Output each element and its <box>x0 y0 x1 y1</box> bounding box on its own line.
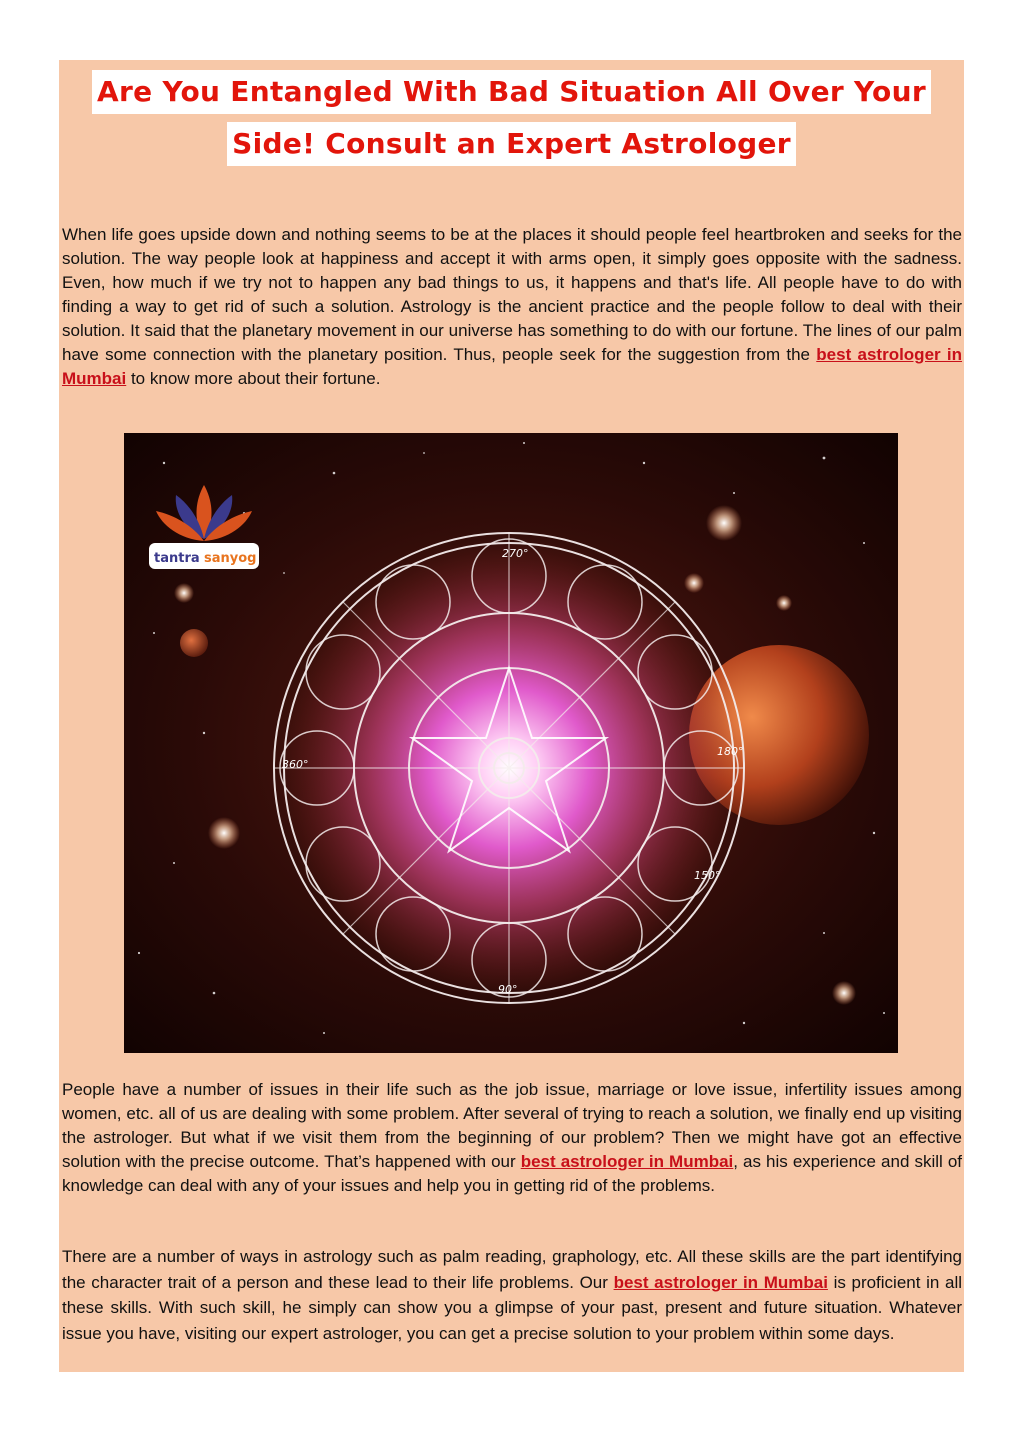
paragraph-intro <box>62 223 962 391</box>
paragraph-text: , as his experience and skill of knowledge can deal with any of your issues and help you in getting rid of the problems. <box>62 1152 962 1195</box>
paragraph-text: When life goes upside down and nothing seems to be at the places it should people feel heartbroken and seeks for the solution. The way people look at happiness and accept it with arms open, it simply goes opposite with the sadness. Even, how much if we try not to happen any bad things to us, it happens and that's life. All people have to do with finding a way to get rid of such a solution. Astrology is the ancient practice and the people follow to deal with their solution. It said that the planetary movement in our universe has something to do with our fortune. The lines of our palm have some connection with the planetary position. Thus, people seek for the suggestion from the <box>62 225 962 364</box>
title-line-2: Side! Consult an Expert Astrologer <box>227 122 796 166</box>
page-title <box>59 66 964 170</box>
astrologer-link[interactable]: best astrologer in Mumbai <box>613 1272 828 1292</box>
zodiac-wheel-image <box>124 433 898 1053</box>
degree-label: 150° <box>694 869 721 882</box>
paragraph-text: People have a number of issues in their life such as the job issue, marriage or love issue, infertility issues among women, etc. all of us are dealing with some problem. After several of trying to reach a solution, we finally end up visiting the astrologer. But what if we visit them from the beginning of our problem? Then we might have got an effective solution with the precise outcome. That’s happened with our <box>62 1080 962 1171</box>
astrologer-link[interactable]: best astrologer in Mumbai <box>520 1152 734 1171</box>
degree-label: 360° <box>282 758 309 771</box>
paragraph-text: to know more about their fortune. <box>126 369 381 388</box>
astrologer-link[interactable]: best astrologer in Mumbai <box>62 345 963 388</box>
degree-label: 90° <box>498 983 518 996</box>
logo-word-1: tantra <box>154 551 200 566</box>
degree-label: 180° <box>717 745 744 758</box>
document-page <box>59 60 964 1372</box>
degree-label: 270° <box>502 547 529 560</box>
paragraph-issues <box>62 1078 962 1198</box>
paragraph-text: is proficient in all these skills. With such skill, he simply can show you a glimpse of your past, present and future situation. Whatever issue you have, visiting our expert astrologer, you can get a precise solution to your problem within some days. <box>62 1272 963 1343</box>
logo-word-2: sanyog <box>204 551 257 566</box>
paragraph-skills <box>62 1244 962 1346</box>
title-line-1: Are You Entangled With Bad Situation All Over Your <box>92 70 931 114</box>
paragraph-text: There are a number of ways in astrology such as palm reading, graphology, etc. All these skills are the part identifying the character trait of a person and these lead to their life problems. Our <box>62 1247 962 1292</box>
